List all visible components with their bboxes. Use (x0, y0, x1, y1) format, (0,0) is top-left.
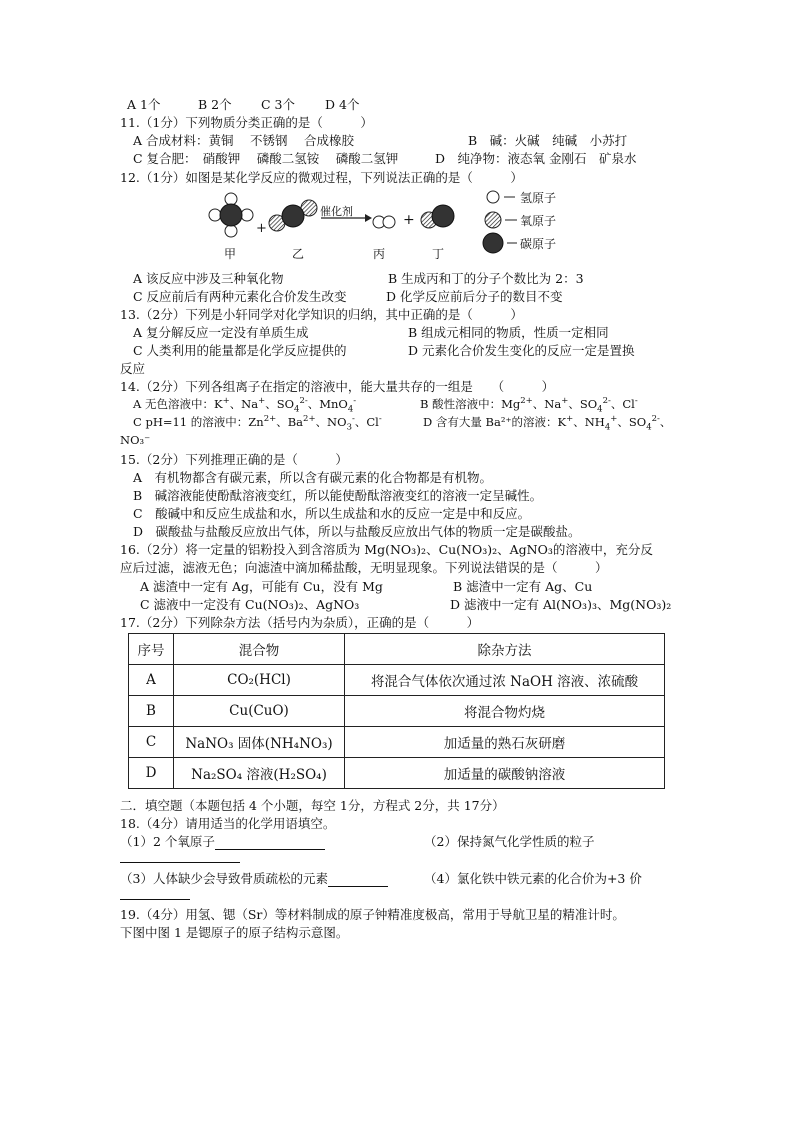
legend-carbon: 碳原子 (520, 237, 557, 251)
q11-option-a: A 合成材料：黄铜 不锈钢 合成橡胶 (133, 133, 354, 148)
row-method: 加适量的碳酸钠溶液 (345, 758, 665, 789)
row-index: B (129, 696, 174, 727)
molecule-jia (209, 193, 253, 237)
row-method: 加适量的熟石灰研磨 (345, 727, 665, 758)
row-method: 将混合物灼烧 (345, 696, 665, 727)
plus-sign-1: + (256, 221, 267, 236)
q16-stem-line2: 应后过滤，滤液无色；向滤渣中滴加稀盐酸，无明显现象。下列说法错误的是（ ） (120, 560, 608, 575)
q18-part-1: （1）2 个氧原子 (120, 833, 325, 850)
q13-option-d-cont: 反应 (120, 361, 146, 376)
q16-option-d: D 滤液中一定有 Al(NO₃)₃、Mg(NO₃)₂ (450, 597, 672, 612)
legend-carbon-symbol (483, 233, 503, 253)
q16-option-a: A 滤渣中一定有 Ag，可能有 Cu，没有 Mg (140, 579, 383, 594)
q14-option-d-tail: NO₃⁻ (120, 433, 151, 447)
legend-hydrogen: 氢原子 (520, 191, 557, 205)
answer-blank-2[interactable] (120, 862, 240, 863)
q12-option-b: B 生成丙和丁的分子个数比为 2：3 (388, 271, 584, 286)
q13-option-d: D 元素化合价发生变化的反应一定是置换 (408, 343, 635, 358)
q16-option-b: B 滤渣中一定有 Ag、Cu (453, 579, 593, 594)
q11-option-b: B 碱：火碱 纯碱 小苏打 (468, 133, 628, 148)
q14-stem: 14.（2分）下列各组离子在指定的溶液中，能大量共存的一组是 （ ） (120, 379, 555, 394)
legend-oxygen: 氧原子 (520, 214, 557, 228)
q11-stem: 11.（1分）下列物质分类正确的是（ ） (120, 115, 373, 130)
q18-part-3: （3）人体缺少会导致骨质疏松的元素 (120, 870, 388, 887)
molecule-yi (269, 200, 317, 231)
answer-blank-3[interactable] (328, 872, 388, 887)
table-row (129, 727, 665, 758)
catalyst-label: 催化剂 (320, 205, 353, 218)
row-mixture: CO₂(HCl) (174, 665, 345, 696)
q12-stem: 12.（1分）如图是某化学反应的微观过程，下列说法正确的是（ ） (120, 170, 523, 185)
table-row (129, 758, 665, 789)
legend-hydrogen-symbol (487, 191, 499, 203)
answer-blank-1[interactable] (215, 835, 325, 850)
table-row (129, 696, 665, 727)
row-index: D (129, 758, 174, 789)
legend-oxygen-symbol (485, 212, 501, 228)
q10-option-b: B 2个 (198, 97, 232, 112)
q14-option-d: D 含有大量 Ba²⁺的溶液：K+、$NH_4^+$、$SO_4^{2-}$、 (423, 414, 672, 433)
molecule-ding (421, 205, 454, 228)
q15-option-c: C 酸碱中和反应生成盐和水，所以生成盐和水的反应一定是中和反应。 (133, 506, 531, 521)
section-2-heading: 二．填空题（本题包括 4 个小题，每空 1分，方程式 2分，共 17分） (120, 798, 505, 813)
label-jia: 甲 (224, 247, 237, 261)
q10-option-c: C 3个 (261, 97, 295, 112)
row-method: 将混合气体依次通过浓 NaOH 溶液、浓硫酸 (345, 665, 665, 696)
q10-option-a: A 1个 (127, 97, 161, 112)
q14-option-b: B 酸性溶液中：$Mg^{2+}$、Na+、$SO_4^{2-}$、Cl- (420, 396, 638, 415)
q12-option-a: A 该反应中涉及三种氧化物 (133, 271, 284, 286)
q19-line-2: 下图中图 1 是锶原子的原子结构示意图。 (120, 925, 349, 940)
q18-part-4: （4）氯化铁中铁元素的化合价为+3 价 (424, 871, 642, 886)
q11-option-c: C 复合肥： 硝酸钾 磷酸二氢铵 磷酸二氢钾 (133, 151, 399, 166)
row-mixture: NaNO₃ 固体(NH₄NO₃) (174, 727, 345, 758)
q18-part-2: （2）保持氮气化学性质的粒子 (424, 834, 595, 849)
q17-table (128, 633, 665, 789)
q15-option-d: D 碳酸盐与盐酸反应放出气体，所以与盐酸反应放出气体的物质一定是碳酸盐。 (133, 524, 581, 539)
row-index: C (129, 727, 174, 758)
q14-option-a: A 无色溶液中：K+、Na+、$SO_4^{2-}$、MnO$_4$- (133, 396, 357, 415)
q19-line-1: 19.（4分）用氢、锶（Sr）等材料制成的原子钟精准度极高，常用于导航卫星的精准计时。 (120, 907, 625, 922)
header-mixture: 混合物 (174, 634, 345, 665)
q14-option-c: C pH=11 的溶液中：$Zn^{2+}$、$Ba^{2+}$、$NO_3^-$、Cl- (133, 414, 382, 433)
q13-stem: 13.（2分）下列是小轩同学对化学知识的归纳，其中正确的是（ ） (120, 307, 523, 322)
q10-option-d: D 4个 (325, 97, 360, 112)
label-ding: 丁 (432, 247, 445, 261)
header-method: 除杂方法 (345, 634, 665, 665)
q18-stem: 18.（4分）请用适当的化学用语填空。 (120, 816, 336, 831)
q13-option-b: B 组成元相同的物质，性质一定相同 (408, 325, 609, 340)
q16-option-c: C 滤液中一定没有 Cu(NO₃)₂、AgNO₃ (140, 597, 360, 612)
q15-stem: 15.（2分）下列推理正确的是（ ） (120, 452, 348, 467)
plus-sign-2: + (403, 212, 415, 228)
answer-blank-4[interactable] (120, 899, 190, 900)
q12-option-d: D 化学反应前后分子的数目不变 (386, 289, 563, 304)
table-row (129, 665, 665, 696)
label-yi: 乙 (292, 247, 305, 261)
q15-option-a: A 有机物都含有碳元素，所以含有碳元素的化合物都是有机物。 (133, 470, 493, 485)
q11-option-d: D 纯净物：液态氧 金刚石 矿泉水 (435, 151, 637, 166)
q17-stem: 17.（2分）下列除杂方法（括号内为杂质），正确的是（ ） (120, 615, 480, 630)
q13-option-c: C 人类利用的能量都是化学反应提供的 (133, 343, 347, 358)
q16-stem-line1: 16.（2分）将一定量的铝粉投入到含溶质为 Mg(NO₃)₂、Cu(NO₃)₂、AgNO₃的溶液中，充分反 (120, 542, 653, 557)
row-index: A (129, 665, 174, 696)
molecule-bing (373, 216, 395, 228)
q12-option-c: C 反应前后有两种元素化合价发生改变 (133, 289, 347, 304)
q13-option-a: A 复分解反应一定没有单质生成 (133, 325, 309, 340)
row-mixture: Na₂SO₄ 溶液(H₂SO₄) (174, 758, 345, 789)
row-mixture: Cu(CuO) (174, 696, 345, 727)
header-index: 序号 (129, 634, 174, 665)
table-header-row (129, 634, 665, 665)
q15-option-b: B 碱溶液能使酚酞溶液变红，所以能使酚酞溶液变红的溶液一定呈碱性。 (133, 488, 543, 503)
label-bing: 丙 (373, 247, 386, 261)
